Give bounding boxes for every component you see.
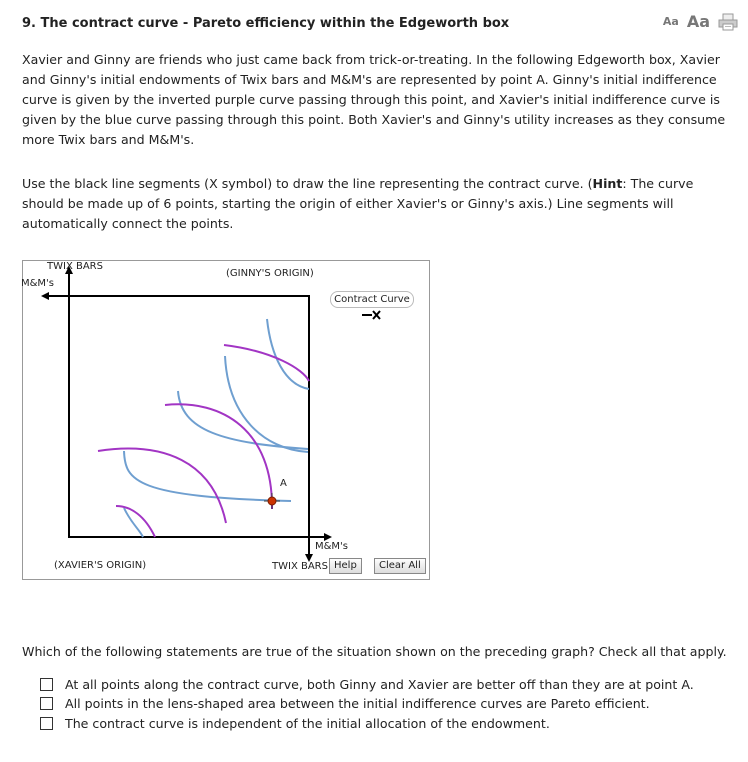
xavier-indifference-curve-2: [124, 451, 291, 501]
text-size-controls: [663, 12, 738, 31]
edgeworth-box-graph[interactable]: [22, 260, 430, 580]
endowment-point-a: [264, 493, 280, 509]
hint-label: Hint: [592, 176, 623, 191]
text-size-small-button[interactable]: Aa: [662, 15, 679, 28]
intro-paragraph: Xavier and Ginny are friends who just came back from trick-or-treating. In the following Edgeworth box, Xavier and Ginny's initial endowments of Twix bars and M&M's are represented by point A. Ginny's initial indifference curve is given by the inverted purple curve passing through this point, and Xavier's initial indifference curve is given by the blue curve passing through this point. Both Xavier's and Ginny's utility increases as they consume more Twix bars and M&M's.: [22, 52, 726, 147]
question2-prompt: Which of the following statements are true of the situation shown on the preceding graph? Check all that apply.: [22, 644, 727, 659]
contract-curve-tool-title: Contract Curve: [330, 291, 414, 308]
answer-option-label: At all points along the contract curve, both Ginny and Xavier are better off than they are at point A.: [65, 677, 694, 692]
ginny-indifference-curve-2: [98, 449, 226, 523]
printer-icon[interactable]: [718, 13, 738, 31]
ginny-indifference-curve-1: [116, 506, 155, 537]
xavier-indifference-curve-3: [178, 391, 308, 449]
line-x-icon[interactable]: [360, 308, 384, 322]
answer-option-label: The contract curve is independent of the initial allocation of the endowment.: [65, 716, 550, 731]
xavier-mm-axis-label: M&M's: [315, 541, 349, 552]
text-size-large-button[interactable]: Aa: [686, 12, 710, 31]
clear-all-button[interactable]: Clear All: [374, 558, 426, 574]
answer-option[interactable]: [40, 696, 650, 711]
question-title: 9. The contract curve - Pareto efficiency within the Edgeworth box: [22, 16, 510, 31]
help-button[interactable]: Help: [329, 558, 362, 574]
answer-option[interactable]: [40, 716, 550, 731]
ginny-indifference-curve-4: [224, 345, 309, 381]
xavier-indifference-curve-4: [225, 356, 308, 452]
xavier-mm-arrow: [324, 533, 332, 541]
ginny-twix-axis-label: TWIX BARS: [47, 261, 103, 272]
instructions-text-a: Use the black line segments (X symbol) to draw the line representing the contract curve. (: [22, 176, 593, 191]
answer-option-label: All points in the lens-shaped area between the initial indifference curves are Pareto efficient.: [65, 696, 650, 711]
instructions-paragraph: [22, 174, 734, 234]
answer-option[interactable]: [40, 677, 694, 692]
ginny-origin-label: (GINNY'S ORIGIN): [226, 268, 314, 279]
ginny-mm-axis-label: M&M's: [21, 278, 55, 289]
ginny-mm-arrow: [41, 292, 49, 300]
xavier-indifference-curve-5: [267, 319, 309, 389]
answer-checkbox[interactable]: [40, 697, 53, 710]
xavier-indifference-curve-1: [124, 508, 143, 537]
xavier-origin-label: (XAVIER'S ORIGIN): [54, 560, 147, 571]
xavier-twix-axis-label: TWIX BARS: [272, 561, 328, 572]
point-a-label: A: [280, 478, 287, 489]
answer-checkbox[interactable]: [40, 678, 53, 691]
instructions-text-b: : The curve should be made up of 6 points, starting the origin of either Xavier's or Ginny's axis.) Line segments will automatically connect the points.: [22, 176, 694, 231]
tool-palette: [330, 291, 412, 331]
answer-checkbox[interactable]: [40, 717, 53, 730]
